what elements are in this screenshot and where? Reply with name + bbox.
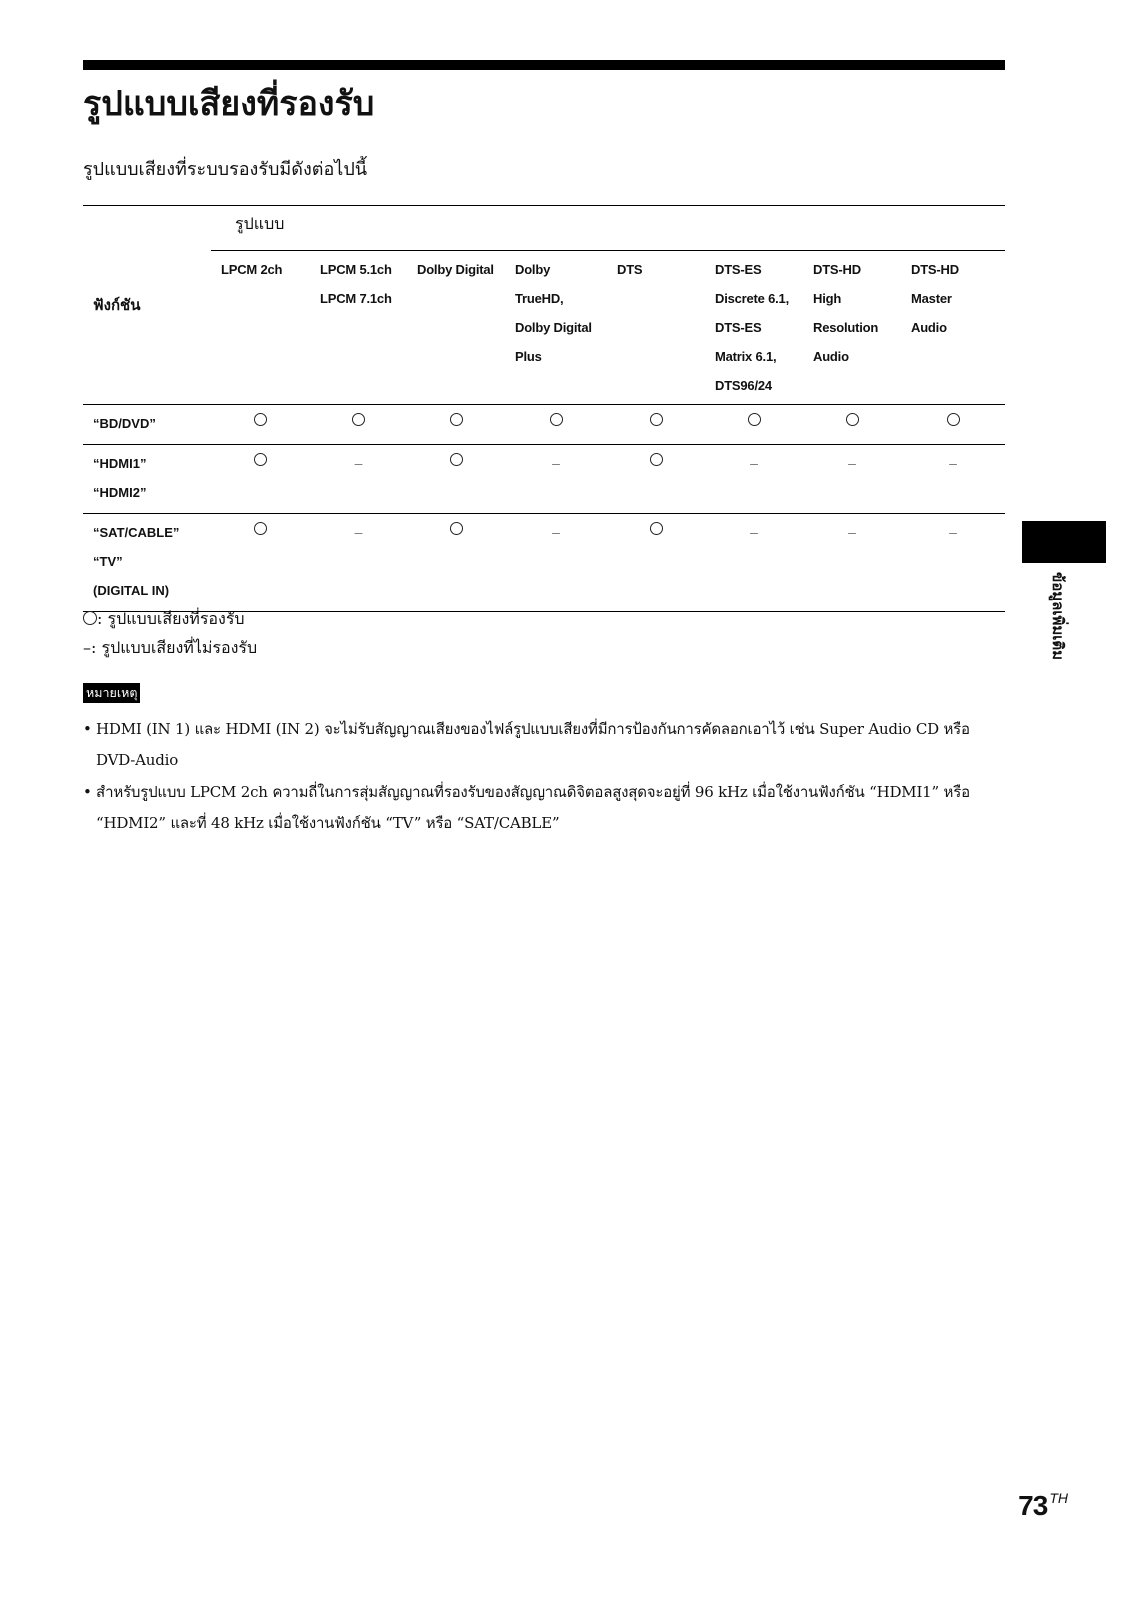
support-cell-supported — [407, 514, 505, 612]
support-cell-supported — [607, 445, 705, 514]
section-tab — [1022, 521, 1106, 563]
unsupported-dash: – — [949, 524, 957, 540]
function-cell — [83, 514, 211, 612]
supported-circle-icon — [352, 413, 365, 426]
unsupported-dash: – — [750, 524, 758, 540]
support-cell-unsupported — [901, 445, 1005, 514]
function-label: “BD/DVD” — [93, 416, 156, 431]
intro-text: รูปแบบเสียงที่ระบบรองรับมีดังต่อไปนี้ — [83, 159, 368, 180]
support-cell-unsupported — [705, 514, 803, 612]
supported-circle-icon — [254, 413, 267, 426]
page-number-suffix: TH — [1049, 1490, 1068, 1506]
function-label: (DIGITAL IN) — [93, 583, 170, 598]
unsupported-dash: – — [354, 455, 363, 471]
support-cell-supported — [901, 405, 1005, 445]
format-header-line: LPCM 5.1ch — [320, 262, 392, 277]
support-cell-supported — [407, 405, 505, 445]
format-header-line: Discrete 6.1, — [715, 291, 790, 306]
legend-unsupported-text: : รูปแบบเสียงที่ไม่รองรับ — [91, 638, 258, 657]
format-header-line: Audio — [813, 349, 849, 364]
legend — [83, 604, 257, 662]
note-item: • สำหรับรูปแบบ LPCM 2ch ความถี่ในการสุ่มสัญญาณที่รองรับของสัญญาณดิจิตอลสูงสุดจะอยู่ที่ 96 kHz เมื่อใช้งานฟังก์ชัน “HDMI1” หรือ “HDMI2” และที่ 48 kHz เมื่อใช้งานฟังก์ชัน “TV” หรือ “SAT/CABLE” — [83, 777, 1007, 839]
top-rule — [83, 60, 1005, 70]
format-header-5 — [705, 251, 803, 405]
format-header-line: TrueHD, — [515, 291, 564, 306]
format-header-6 — [803, 251, 901, 405]
format-header-4 — [607, 251, 705, 405]
function-label: “SAT/CABLE” — [93, 525, 180, 540]
support-cell-supported — [607, 405, 705, 445]
support-cell-supported — [505, 405, 607, 445]
support-cell-supported — [211, 514, 310, 612]
function-label: “HDMI1” — [93, 456, 147, 471]
format-header-line: DTS — [617, 262, 643, 277]
support-cell-unsupported — [310, 445, 407, 514]
format-header-line: DTS-HD — [813, 262, 861, 277]
format-header-1 — [310, 251, 407, 405]
support-cell-unsupported — [901, 514, 1005, 612]
format-header-line: Plus — [515, 349, 542, 364]
unsupported-dash: – — [848, 524, 856, 540]
page-title: รูปแบบเสียงที่รองรับ — [83, 84, 375, 124]
section-side-label-text: ข้อมูลเพิ่มเติม — [1049, 572, 1067, 661]
format-header-line: LPCM 7.1ch — [320, 291, 392, 306]
support-cell-supported — [211, 445, 310, 514]
support-cell-supported — [803, 405, 901, 445]
audio-format-table — [83, 205, 1005, 612]
notes-list — [83, 714, 1007, 840]
support-cell-unsupported — [310, 514, 407, 612]
supported-circle-icon — [450, 453, 463, 466]
unsupported-dash: – — [750, 455, 758, 471]
support-cell-supported — [705, 405, 803, 445]
format-header-2 — [407, 251, 505, 405]
unsupported-dash: – — [848, 455, 856, 471]
support-cell-unsupported — [803, 514, 901, 612]
page-number-value: 73 — [1018, 1490, 1048, 1521]
note-item: • HDMI (IN 1) และ HDMI (IN 2) จะไม่รับสัญญาณเสียงของไฟล์รูปแบบเสียงที่มีการป้องกันการคัดลอกเอาไว้ เช่น Super Audio CD หรือ DVD-Audio — [83, 714, 1007, 776]
support-cell-unsupported — [505, 445, 607, 514]
table-body — [83, 405, 1005, 612]
supported-circle-icon — [748, 413, 761, 426]
format-header-line: DTS-ES — [715, 320, 762, 335]
format-header-line: LPCM 2ch — [221, 262, 283, 277]
format-header-7 — [901, 251, 1005, 405]
supported-circle-icon — [83, 611, 97, 625]
format-header-line: DTS-ES — [715, 262, 762, 277]
unsupported-dash: – — [354, 524, 363, 540]
format-header-line: DTS96/24 — [715, 378, 772, 393]
unsupported-dash: – — [949, 455, 957, 471]
support-cell-supported — [211, 405, 310, 445]
support-cell-supported — [310, 405, 407, 445]
format-header-0 — [211, 251, 310, 405]
format-header-line: DTS-HD — [911, 262, 959, 277]
supported-circle-icon — [947, 413, 960, 426]
support-cell-unsupported — [505, 514, 607, 612]
support-cell-unsupported — [803, 445, 901, 514]
supported-circle-icon — [846, 413, 859, 426]
function-cell — [83, 445, 211, 514]
function-label: “HDMI2” — [93, 485, 147, 500]
table-row — [83, 514, 1005, 612]
supported-circle-icon — [450, 522, 463, 535]
supported-circle-icon — [254, 453, 267, 466]
format-header-line: Matrix 6.1, — [715, 349, 777, 364]
table-row — [83, 445, 1005, 514]
page-number — [1018, 1490, 1068, 1522]
supported-circle-icon — [650, 522, 663, 535]
legend-supported — [83, 604, 257, 633]
supported-circle-icon — [550, 413, 563, 426]
format-header-line: High — [813, 291, 842, 306]
legend-supported-text: : รูปแบบเสียงที่รองรับ — [97, 609, 245, 628]
legend-unsupported — [83, 633, 257, 662]
format-header-line: Dolby Digital — [515, 320, 592, 335]
format-header-line: Audio — [911, 320, 947, 335]
format-header-line: Dolby — [515, 262, 551, 277]
supported-circle-icon — [650, 453, 663, 466]
supported-circle-icon — [650, 413, 663, 426]
support-cell-supported — [607, 514, 705, 612]
function-label: “TV” — [93, 554, 123, 569]
legend-unsupported-symbol: – — [83, 638, 91, 657]
format-header-line: Master — [911, 291, 952, 306]
unsupported-dash: – — [552, 524, 560, 540]
format-header-line: Dolby Digital — [417, 262, 494, 277]
section-side-label — [1040, 572, 1074, 702]
table-row — [83, 405, 1005, 445]
unsupported-dash: – — [552, 455, 560, 471]
format-header-line: Resolution — [813, 320, 879, 335]
format-header-row — [83, 251, 1005, 405]
support-cell-unsupported — [705, 445, 803, 514]
format-header-3 — [505, 251, 607, 405]
function-cell — [83, 405, 211, 445]
function-header: ฟังก์ชัน — [83, 206, 211, 405]
supported-circle-icon — [450, 413, 463, 426]
support-cell-supported — [407, 445, 505, 514]
format-caption: รูปแบบ — [211, 206, 1005, 251]
notes-label: หมายเหตุ — [83, 683, 140, 703]
supported-circle-icon — [254, 522, 267, 535]
